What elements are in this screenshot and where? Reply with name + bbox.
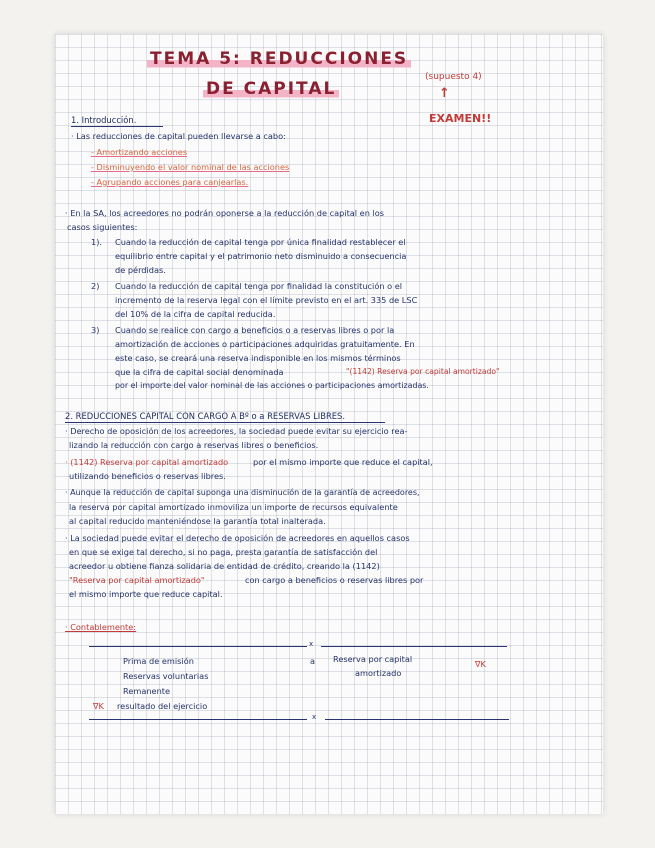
journal-separator: x <box>312 713 317 721</box>
journal-a: a <box>310 656 316 666</box>
decrease-mark: ∇K <box>475 659 486 669</box>
journal-line <box>89 719 307 720</box>
case-line: incremento de la reserva legal con el límite previsto en el art. 335 de LSC <box>115 295 418 305</box>
debit-account: Remanente <box>123 686 171 696</box>
section2-text: · Aunque la reducción de capital suponga una disminución de la garantía de acreedores, <box>65 488 420 497</box>
credit-account: amortizado <box>355 668 402 678</box>
reserve-quote: "(1142) Reserva por capital amortizado" <box>346 367 500 376</box>
case-number: 3) <box>91 325 100 335</box>
sa-para-line: · En la SA, los acreedores no podrán oponerse a la reducción de capital en los <box>65 208 385 218</box>
section2-text: · La sociedad puede evitar el derecho de oposición de acreedores en aquellos casos <box>65 533 410 543</box>
credit-account: Reserva por capital <box>333 654 413 664</box>
section2-text: el mismo importe que reduce capital. <box>69 589 223 599</box>
case-line: Cuando la reducción de capital tenga por única finalidad restablecer el <box>115 237 406 247</box>
title-line-2: DE CAPITAL <box>203 79 339 99</box>
section2-text: utilizando beneficios o reservas libres. <box>69 471 226 481</box>
title-line-1: TEMA 5: REDUCCIONES <box>147 49 411 69</box>
section2-text: al capital reducido manteniéndose la garantía total inalterada. <box>69 516 326 526</box>
intro-item: - Agrupando acciones para canjearlas. <box>91 177 249 187</box>
section2-heading: 2. REDUCCIONES CAPITAL CON CARGO A Bº o a RESERVAS LIBRES. <box>65 411 346 421</box>
case-line: que la cifra de capital social denominada <box>115 367 284 377</box>
case-line: de pérdidas. <box>115 265 166 275</box>
intro-item: - Disminuyendo el valor nominal de las acciones <box>91 162 290 172</box>
section2-text: lizando la reducción con cargo a reservas libres o beneficios. <box>69 440 319 450</box>
case-number: 1). <box>91 237 103 247</box>
journal-line <box>321 646 507 647</box>
section2-text: · Derecho de oposición de los acreedores, la sociedad puede evitar su ejercicio rea- <box>65 426 408 436</box>
heading-underline <box>71 126 163 127</box>
intro-lead: · Las reducciones de capital pueden llevarse a cabo: <box>71 131 286 141</box>
case-line: Cuando se realice con cargo a beneficios o a reservas libres o por la <box>115 325 395 335</box>
case-number: 2) <box>91 281 100 291</box>
journal-line <box>325 719 509 720</box>
case-line: equilibrio entre capital y el patrimonio neto disminuido a consecuencia <box>115 251 407 261</box>
up-arrow-icon: ↑ <box>439 86 450 101</box>
contable-heading: · Contablemente: <box>65 622 137 632</box>
intro-heading: 1. Introducción. <box>71 115 137 125</box>
reserve-highlight: "Reserva por capital amortizado" <box>69 575 205 585</box>
debit-account: Reservas voluntarias <box>123 671 209 681</box>
section2-text: acreedor u obtiene fianza solidaria de entidad de crédito, creando la (1142) <box>69 561 380 571</box>
case-line: por el importe del valor nominal de las acciones o participaciones amortizadas. <box>115 381 429 390</box>
journal-separator: x <box>309 640 314 648</box>
reserve-highlight: · (1142) Reserva por capital amortizado <box>65 457 229 467</box>
case-line: este caso, se creará una reserva indisponible en los mismos términos <box>115 353 401 363</box>
case-line: Cuando la reducción de capital tenga por finalidad la constitución o el <box>115 281 403 291</box>
heading-underline <box>65 422 385 423</box>
case-line: del 10% de la cifra de capital reducida. <box>115 309 276 319</box>
section2-text: la reserva por capital amortizado inmoviliza un importe de recursos equivalente <box>69 502 398 512</box>
case-line: amortización de acciones o participaciones adquiridas gratuitamente. En <box>115 339 415 349</box>
intro-item: - Amortizando acciones <box>91 147 188 157</box>
debit-account: Prima de emisión <box>123 656 194 666</box>
journal-line <box>89 646 307 647</box>
decrease-mark: ∇K <box>93 701 104 711</box>
section2-text: en que se exige tal derecho, si no paga, presta garantía de satisfacción del <box>69 547 378 557</box>
supuesto-note: (supuesto 4) <box>425 72 482 82</box>
debit-account: resultado del ejercicio <box>117 701 208 711</box>
sa-para-line: casos siguientes: <box>67 222 138 232</box>
section2-text: por el mismo importe que reduce el capital, <box>253 457 433 467</box>
section2-text: con cargo a beneficios o reservas libres por <box>245 575 424 585</box>
examen-note: EXAMEN!! <box>429 112 492 125</box>
notebook-page <box>55 34 603 814</box>
